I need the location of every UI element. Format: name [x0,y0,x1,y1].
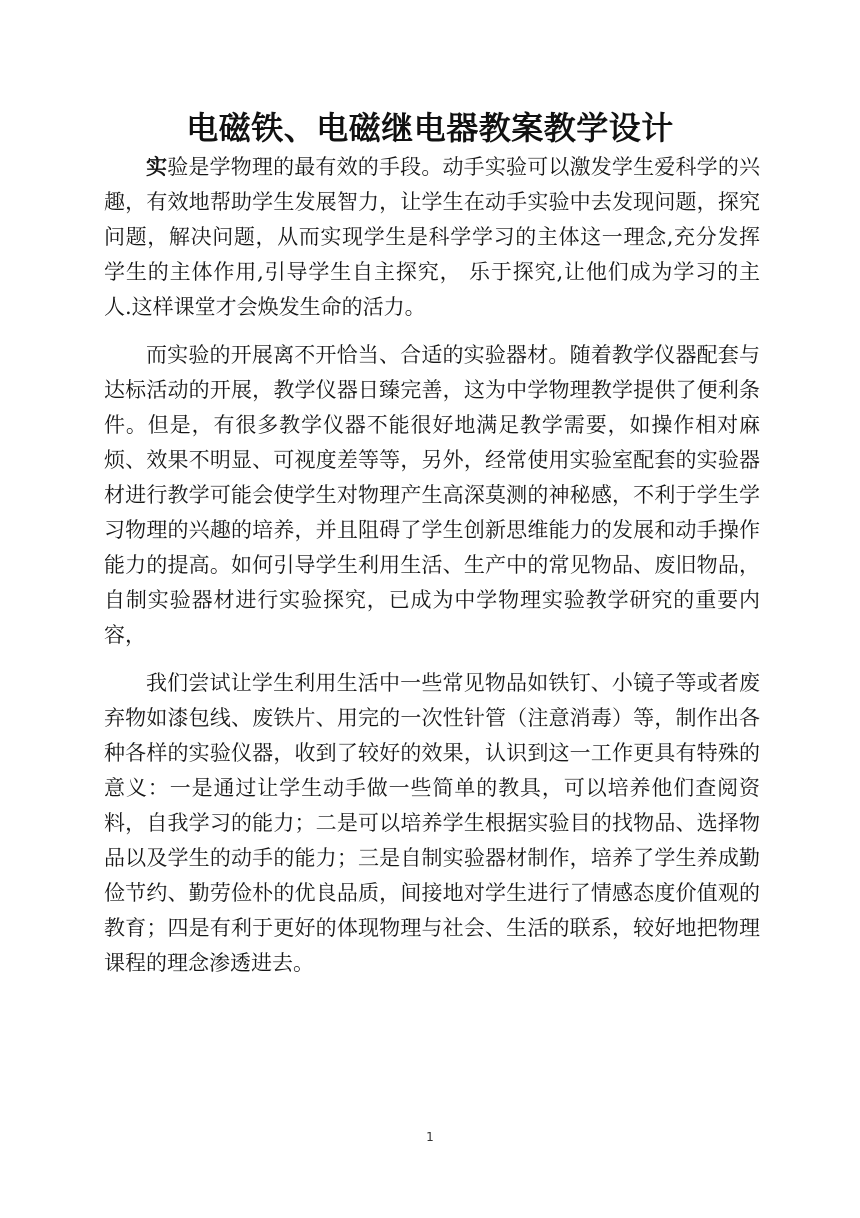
paragraph-3 [104,666,760,981]
paragraph-1 [104,149,760,325]
document-title: 电磁铁、电磁继电器教案教学设计 [186,109,674,147]
page-number: 1 [426,1130,434,1144]
paragraph-text: 我们尝试让学生利用生活中一些常见物品如铁钉、小镜子等或者废弃物如漆包线、废铁片、用完的一次性针管（注意消毒）等，制作出各种各样的实验仪器，收到了较好的效果，认识到这一工作更具有特殊的意义：一是通过让学生动手做一些简单的教具，可以培养他们查阅资料，自我学习的能力；二是可以培养学生根据实验目的找物品、选择物品以及学生的动手的能力；三是自制实验器材制作，培养了学生养成勤俭节约、勤劳俭朴的优良品质，间接地对学生进行了情感态度价值观的教育；四是有利于更好的体现物理与社会、生活的联系，较好地把物理课程的理念渗透进去。 [104,671,760,975]
paragraph-text: 而实验的开展离不开恰当、合适的实验器材。随着教学仪器配套与达标活动的开展，教学仪器日臻完善，这为中学物理教学提供了便利条件。但是，有很多教学仪器不能很好地满足教学需要，如操作相对麻烦、效果不明显、可视度差等等，另外，经常使用实验室配套的实验器材进行教学可能会使学生对物理产生高深莫测的神秘感，不利于学生学习物理的兴趣的培养，并且阻碍了学生创新思维能力的发展和动手操作能力的提高。如何引导学生利用生活、生产中的常见物品、废旧物品，自制实验器材进行实验探究，已成为中学物理实验教学研究的重要内容， [104,343,760,647]
paragraph-lead-char: 实 [146,154,168,179]
paragraph-2 [104,338,760,653]
paragraph-text: 验是学物理的最有效的手段。动手实验可以激发学生爱科学的兴趣，有效地帮助学生发展智力，让学生在动手实验中去发现问题，探究问题，解决问题，从而实现学生是科学学习的主体这一理念,充分发挥学生的主体作用,引导学生自主探究， 乐于探究,让他们成为学习的主人.这样课堂才会焕发生命的活力。 [104,155,761,319]
document-body [104,149,760,994]
